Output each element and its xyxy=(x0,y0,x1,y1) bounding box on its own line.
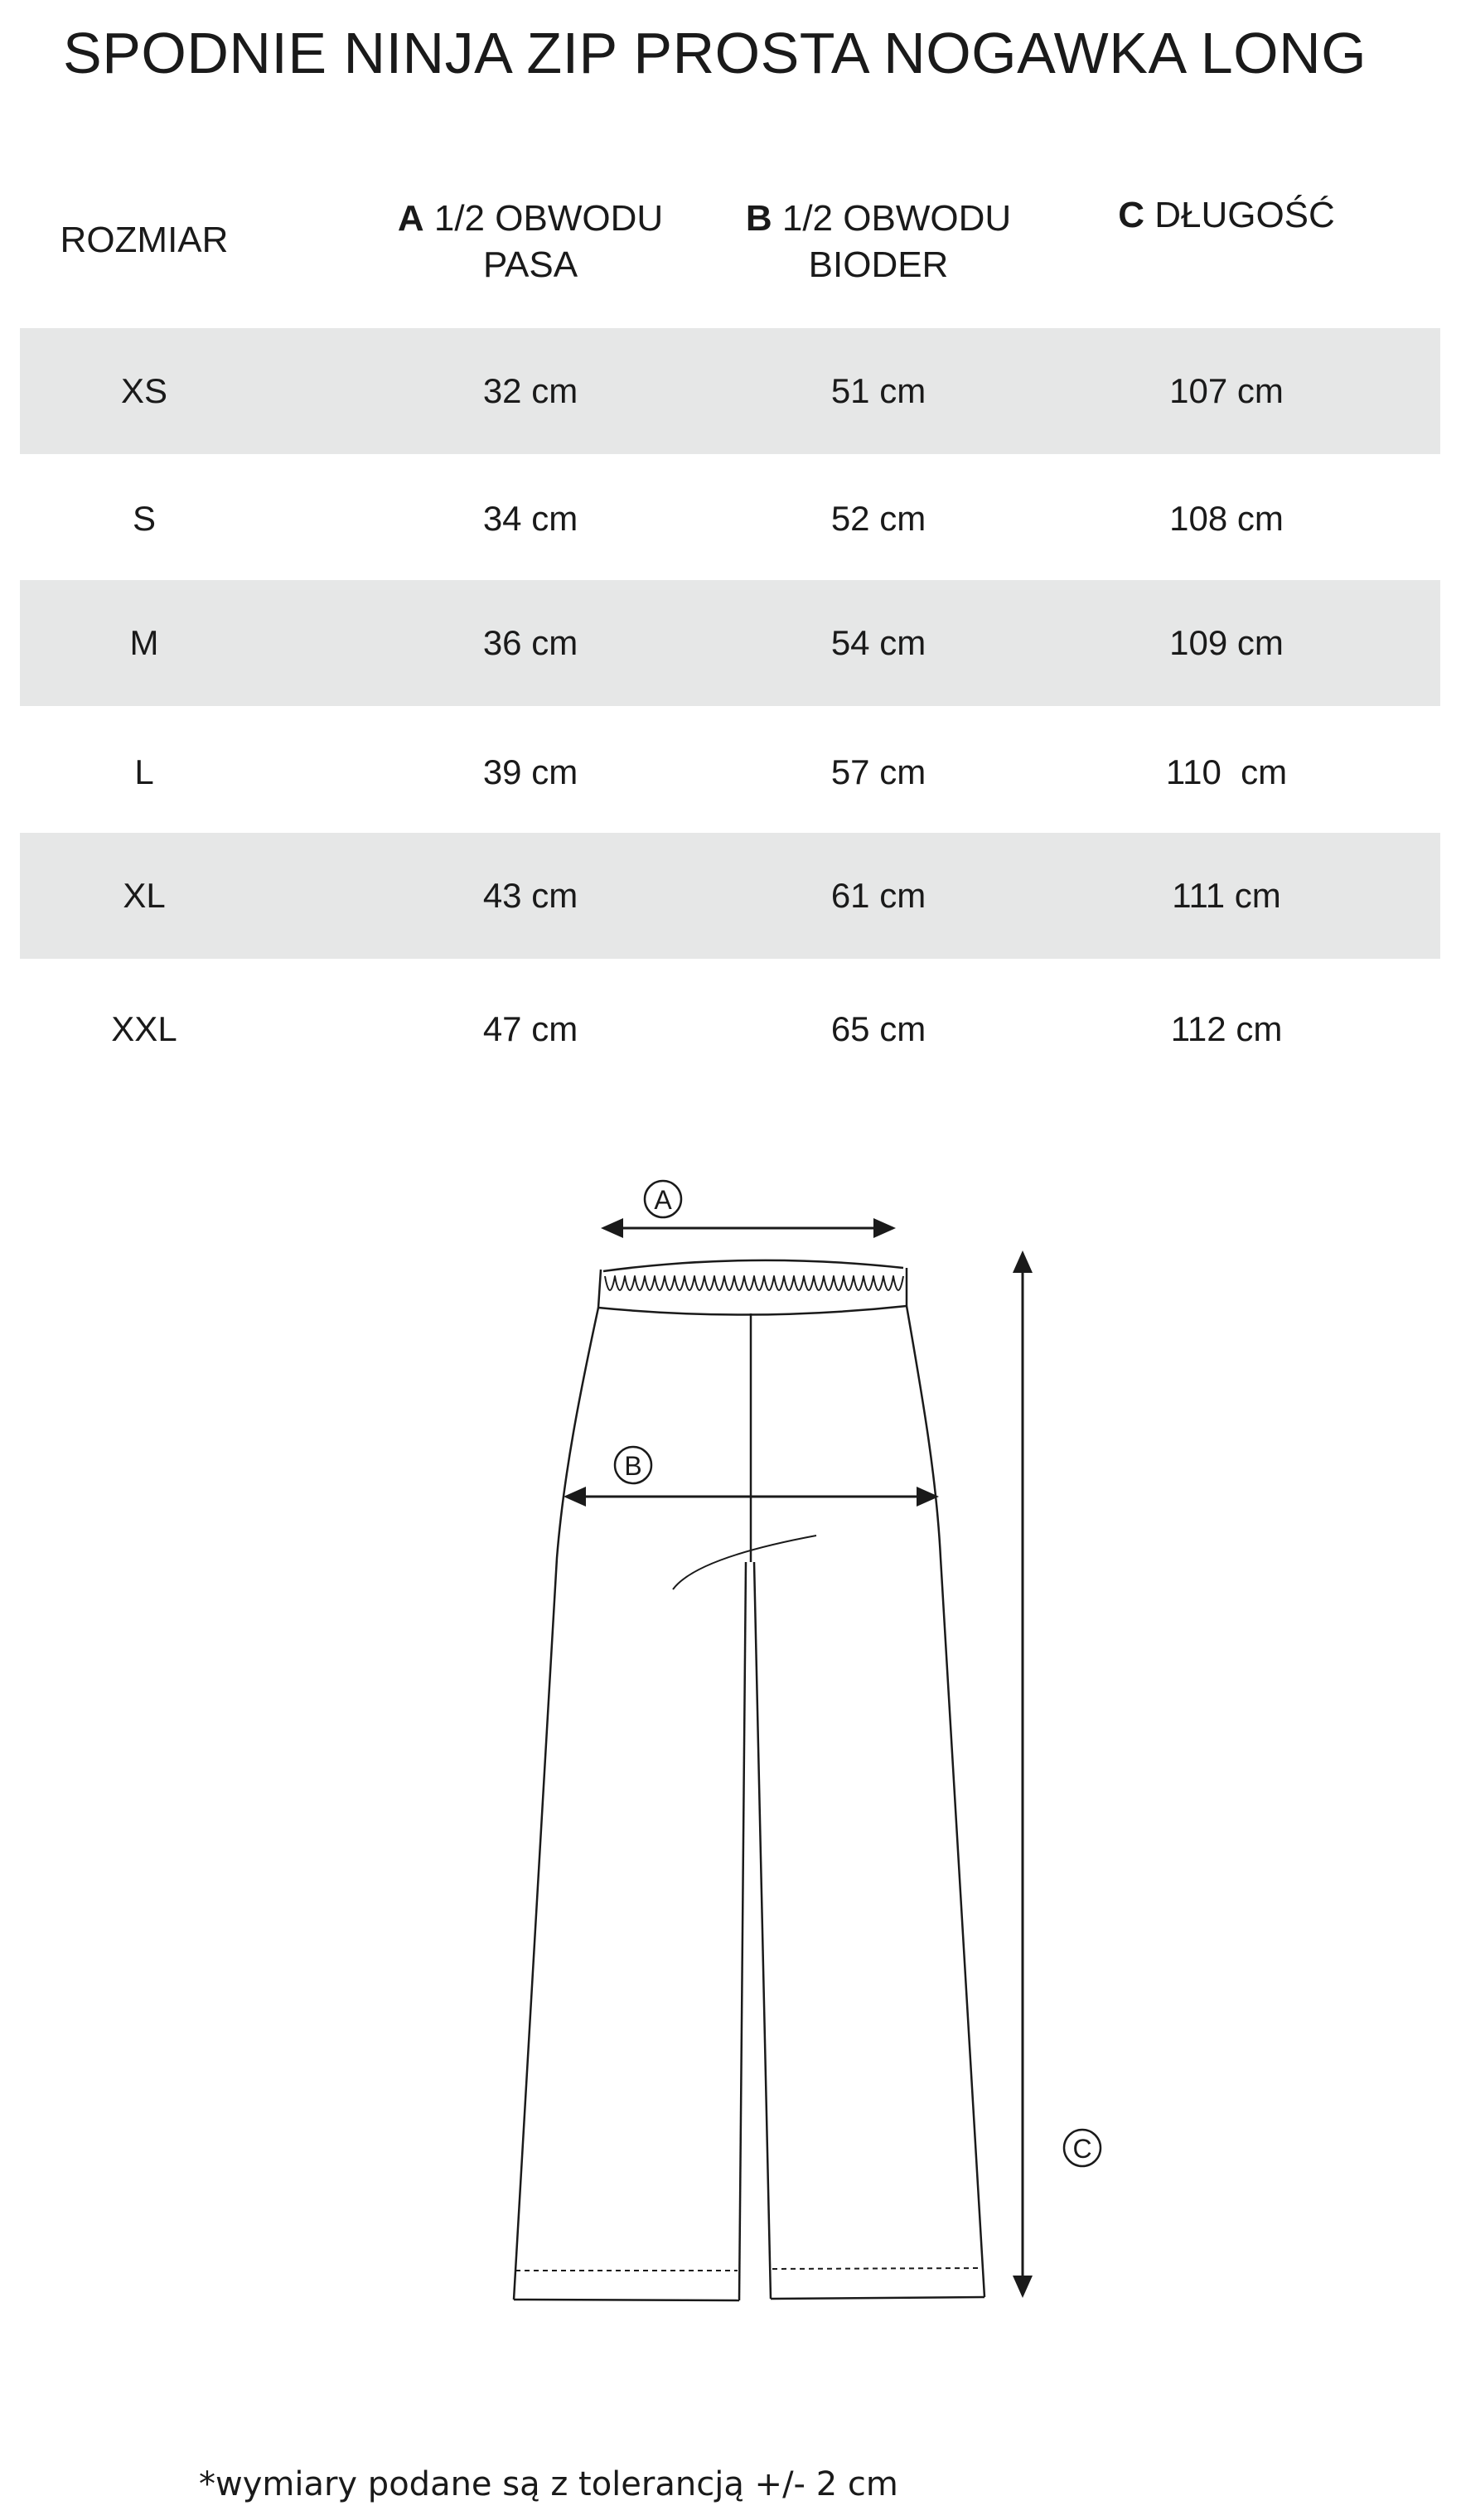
page-title: SPODNIE NINJA ZIP PROSTA NOGAWKA LONG xyxy=(63,21,1367,85)
header-hips-line1: 1/2 OBWODU xyxy=(781,198,1012,239)
header-hips xyxy=(713,196,1044,288)
table-row xyxy=(20,833,1440,959)
cell-hips: 65 cm xyxy=(830,1009,926,1048)
header-size-label: ROZMIAR xyxy=(60,220,229,260)
header-waist-letter: A xyxy=(397,198,424,239)
table-row xyxy=(20,966,1440,1092)
table-row xyxy=(20,580,1440,706)
table-row xyxy=(20,456,1440,582)
header-length-letter: C xyxy=(1118,195,1144,235)
header-length xyxy=(1061,192,1392,239)
label-c: C xyxy=(1072,2134,1092,2164)
header-waist-line2: PASA xyxy=(482,244,578,285)
cell-hips: 54 cm xyxy=(830,623,926,662)
cell-hips: 51 cm xyxy=(830,371,926,410)
cell-hips: 61 cm xyxy=(830,876,926,915)
tolerance-footnote: *wymiary podane są z tolerancją +/- 2 cm xyxy=(199,2465,898,2503)
cell-waist: 47 cm xyxy=(482,1009,578,1048)
waistband-elastic xyxy=(605,1276,903,1290)
cell-waist: 36 cm xyxy=(482,623,578,662)
label-b: B xyxy=(624,1451,642,1481)
header-hips-line2: BIODER xyxy=(808,244,949,285)
pants-measurement-diagram xyxy=(0,1144,1461,2320)
cell-size: S xyxy=(132,499,156,538)
cell-length: 109 cm xyxy=(1169,623,1284,662)
cell-size: L xyxy=(134,752,154,791)
cell-hips: 57 cm xyxy=(830,752,926,791)
header-length-line1: DŁUGOŚĆ xyxy=(1154,195,1335,235)
label-a: A xyxy=(654,1185,672,1215)
cell-hips: 52 cm xyxy=(830,499,926,538)
pants-outline xyxy=(514,1260,984,2300)
measure-a xyxy=(603,1181,893,1228)
cell-length: 111 cm xyxy=(1172,876,1281,915)
table-row xyxy=(20,709,1440,835)
cell-length: 110 cm xyxy=(1165,752,1288,791)
cell-waist: 39 cm xyxy=(482,752,578,791)
cell-size: M xyxy=(129,623,159,662)
header-waist-line1: 1/2 OBWODU xyxy=(433,198,664,239)
cell-size: XL xyxy=(123,876,166,915)
header-waist xyxy=(365,196,696,288)
cell-length: 107 cm xyxy=(1169,371,1284,410)
cell-waist: 43 cm xyxy=(482,876,578,915)
cell-length: 108 cm xyxy=(1169,499,1284,538)
cell-size: XS xyxy=(120,371,168,410)
cell-waist: 34 cm xyxy=(482,499,578,538)
table-row xyxy=(20,328,1440,454)
cell-waist: 32 cm xyxy=(482,371,578,410)
header-size xyxy=(20,217,268,264)
cell-length: 112 cm xyxy=(1170,1009,1283,1048)
cell-size: XXL xyxy=(111,1009,177,1048)
measure-c xyxy=(1023,1253,1101,2295)
header-hips-letter: B xyxy=(745,198,772,239)
